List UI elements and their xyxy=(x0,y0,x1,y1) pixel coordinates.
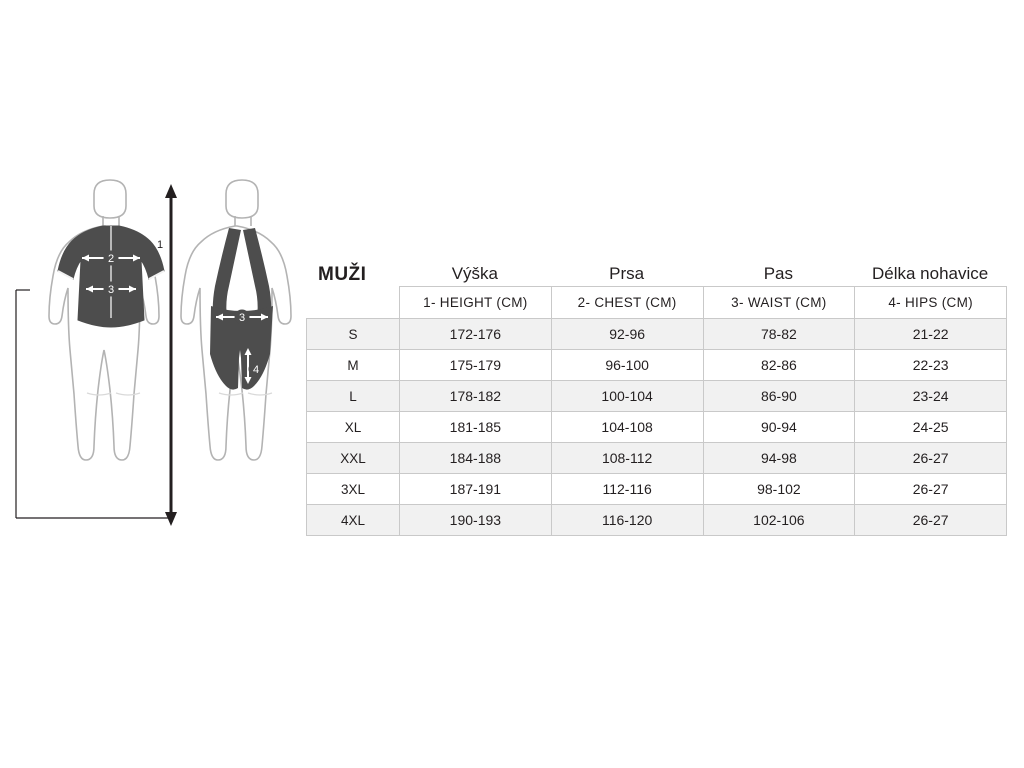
table-row xyxy=(307,350,1007,381)
size-table xyxy=(306,286,1007,536)
cell-hips: 22-23 xyxy=(855,350,1007,381)
cell-height: 175-179 xyxy=(400,350,552,381)
cell-size: XXL xyxy=(307,443,400,474)
cell-chest: 112-116 xyxy=(551,474,703,505)
cell-chest: 96-100 xyxy=(551,350,703,381)
svg-text:2: 2 xyxy=(107,253,115,265)
cell-waist: 78-82 xyxy=(703,319,855,350)
cell-hips: 26-27 xyxy=(855,443,1007,474)
header-height: 1- HEIGHT (CM) xyxy=(400,287,552,319)
table-row xyxy=(307,474,1007,505)
cell-waist: 90-94 xyxy=(703,412,855,443)
figure-man-jersey xyxy=(49,180,164,460)
header-hips: 4- HIPS (CM) xyxy=(855,287,1007,319)
chart-header-row xyxy=(306,238,1006,286)
cell-waist: 98-102 xyxy=(703,474,855,505)
cell-chest: 116-120 xyxy=(551,505,703,536)
chart-title: MUŽI xyxy=(318,264,367,285)
table-row xyxy=(307,412,1007,443)
cell-height: 184-188 xyxy=(400,443,552,474)
svg-text:1: 1 xyxy=(156,239,164,251)
cell-hips: 26-27 xyxy=(855,505,1007,536)
cell-size: XL xyxy=(307,412,400,443)
figure-man-bibshorts xyxy=(181,180,291,460)
size-table-head xyxy=(307,287,1007,319)
cell-waist: 94-98 xyxy=(703,443,855,474)
cell-size: 4XL xyxy=(307,505,400,536)
header-blank xyxy=(307,287,400,319)
cell-size: S xyxy=(307,319,400,350)
figures-svg xyxy=(8,178,308,538)
cell-size: L xyxy=(307,381,400,412)
cell-chest: 108-112 xyxy=(551,443,703,474)
size-chart-table-wrap xyxy=(306,238,1006,536)
measurement-label-height: Výška xyxy=(451,264,499,283)
measurement-label-inseam: Délka nohavice xyxy=(872,264,989,283)
header-chest: 2- CHEST (CM) xyxy=(551,287,703,319)
cell-height: 181-185 xyxy=(400,412,552,443)
table-header-row xyxy=(307,287,1007,319)
cell-size: 3XL xyxy=(307,474,400,505)
size-table-body xyxy=(307,319,1007,536)
measurement-label-waist: Pas xyxy=(763,264,794,283)
table-row xyxy=(307,381,1007,412)
cell-waist: 82-86 xyxy=(703,350,855,381)
cell-height: 187-191 xyxy=(400,474,552,505)
svg-text:4: 4 xyxy=(252,364,260,376)
table-row xyxy=(307,319,1007,350)
cell-height: 190-193 xyxy=(400,505,552,536)
cell-size: M xyxy=(307,350,400,381)
cell-waist: 86-90 xyxy=(703,381,855,412)
table-row xyxy=(307,505,1007,536)
header-waist: 3- WAIST (CM) xyxy=(703,287,855,319)
figure-illustrations xyxy=(8,178,308,538)
cell-height: 178-182 xyxy=(400,381,552,412)
svg-text:3: 3 xyxy=(107,284,115,296)
cell-chest: 92-96 xyxy=(551,319,703,350)
cell-chest: 104-108 xyxy=(551,412,703,443)
svg-text:3: 3 xyxy=(238,312,246,324)
cell-waist: 102-106 xyxy=(703,505,855,536)
cell-hips: 26-27 xyxy=(855,474,1007,505)
measurement-label-chest: Prsa xyxy=(609,264,645,283)
cell-hips: 21-22 xyxy=(855,319,1007,350)
cell-hips: 23-24 xyxy=(855,381,1007,412)
table-row xyxy=(307,443,1007,474)
cell-chest: 100-104 xyxy=(551,381,703,412)
cell-height: 172-176 xyxy=(400,319,552,350)
cell-hips: 24-25 xyxy=(855,412,1007,443)
